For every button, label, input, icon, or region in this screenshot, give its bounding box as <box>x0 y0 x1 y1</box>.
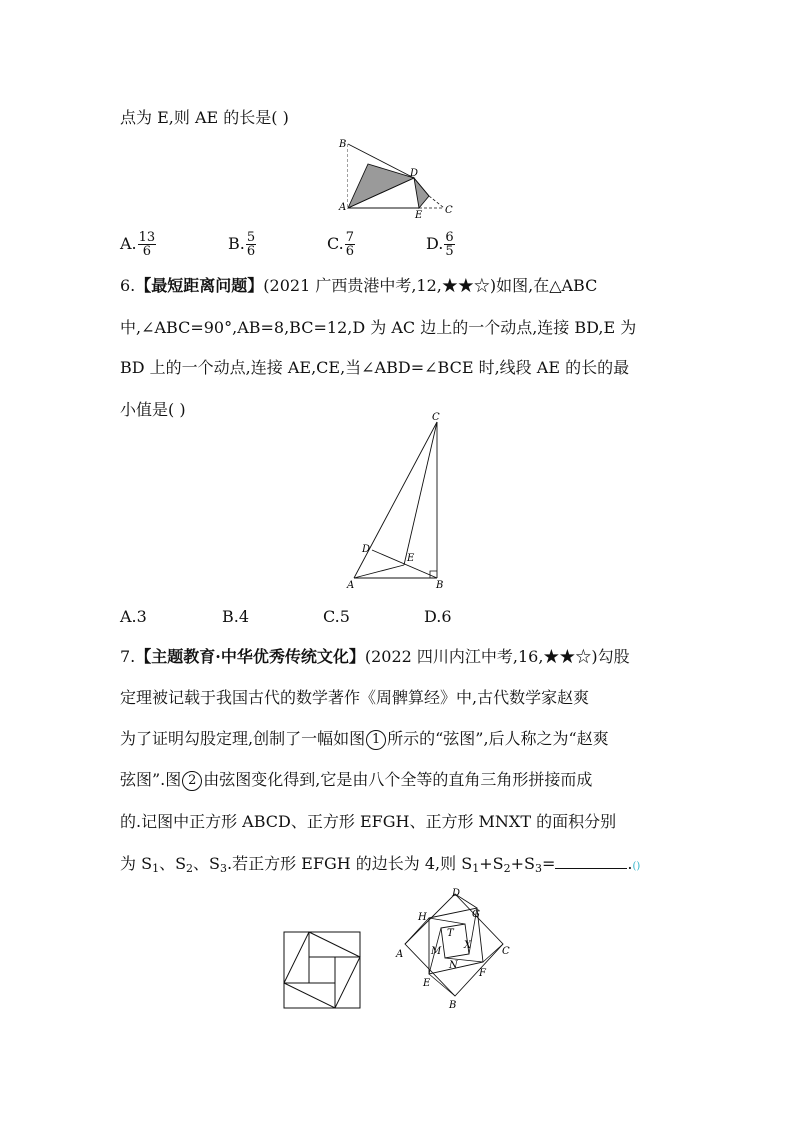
q6-line-3: BD 上的一个动点,连接 AE,CE,当∠ABD=∠BCE 时,线段 AE 的长的最 <box>120 358 630 377</box>
q7-line-3: 为了证明勾股定理,创制了一幅如图 1 所示的“弦图”,后人称之为“赵爽 <box>120 729 609 748</box>
question-tag: 【最短距离问题】 <box>135 276 264 295</box>
label-A: A <box>339 202 347 213</box>
label-F: F <box>479 968 486 979</box>
figure-number-1: 1 <box>366 730 386 750</box>
label-B: B <box>339 139 347 150</box>
label-E: E <box>423 978 431 989</box>
q5-option-b <box>228 231 256 258</box>
question-number: 6. <box>120 276 136 295</box>
label-T: T <box>447 928 454 939</box>
label-H: H <box>418 912 427 923</box>
answer-mark: () <box>632 861 641 872</box>
fraction: $\frac{6}{5}$ <box>445 230 454 259</box>
q5-figure <box>334 134 464 220</box>
fraction: $\frac{5}{6}$ <box>246 230 256 259</box>
q6-option-a: A.3 <box>120 607 147 626</box>
figure-number-2: 2 <box>182 771 202 791</box>
label-E: E <box>415 210 423 220</box>
q6-line-4: 小值是( ) <box>120 400 186 419</box>
label-C: C <box>502 946 510 957</box>
option-letter: D. <box>426 234 444 253</box>
q5-tail-text: 点为 E,则 AE 的长是( ) <box>120 108 289 127</box>
label-D: D <box>452 888 461 899</box>
label-E: E <box>407 553 415 564</box>
q6-option-d: D.6 <box>424 607 452 626</box>
q7-figure-2 <box>393 884 515 1012</box>
option-letter: A. <box>120 234 137 253</box>
q7-figure-1 <box>282 930 362 1010</box>
fraction: $\frac{7}{6}$ <box>345 230 355 259</box>
q6-line-2: 中,∠ABC=90°,AB=8,BC=12,D 为 AC 边上的一个动点,连接 BD,E 为 <box>120 318 637 337</box>
q6-option-c: C.5 <box>323 607 350 626</box>
label-M: M <box>431 946 442 957</box>
q7-line-6: 为 $S_1$、$S_2$、$S_3$.若正方形 EFGH 的边长为 4,则 $S_1+S_2+S_3=$ .() <box>120 854 641 875</box>
option-letter: C. <box>327 234 344 253</box>
q7-line-4: 弦图”.图 2 由弦图变化得到,它是由八个全等的直角三角形拼接而成 <box>120 770 593 789</box>
q6-option-b: B.4 <box>222 607 250 626</box>
label-N: N <box>449 960 458 971</box>
q7-line-5: 的.记图中正方形 ABCD、正方形 EFGH、正方形 MNXT 的面积分别 <box>120 812 617 831</box>
label-D: D <box>410 168 419 179</box>
label-D: D <box>362 544 371 555</box>
fraction: $\frac{13}{6}$ <box>138 230 156 259</box>
q6-figure <box>344 410 454 592</box>
question-number: 7. <box>120 647 136 666</box>
answer-blank[interactable] <box>555 854 627 869</box>
q5-option-d <box>426 231 455 258</box>
q6-line-1: 6.【最短距离问题】(2021 广西贵港中考,12,★★☆)如图,在△ABC <box>120 276 598 295</box>
label-A: A <box>347 580 355 591</box>
label-X: X <box>464 940 472 951</box>
label-C: C <box>432 412 440 423</box>
label-A: A <box>396 949 404 960</box>
question-tag: 【主题教育·中华优秀传统文化】 <box>135 647 365 666</box>
q7-line-2: 定理被记载于我国古代的数学著作《周髀算经》中,古代数学家赵爽 <box>120 688 590 707</box>
label-B: B <box>436 580 444 591</box>
label-B: B <box>449 1000 457 1011</box>
q5-option-a <box>120 231 156 258</box>
q7-line-1: 7.【主题教育·中华优秀传统文化】(2022 四川内江中考,16,★★☆)勾股 <box>120 647 630 666</box>
option-letter: B. <box>228 234 245 253</box>
label-C: C <box>445 205 453 216</box>
label-G: G <box>472 909 480 920</box>
q5-option-c <box>327 231 355 258</box>
